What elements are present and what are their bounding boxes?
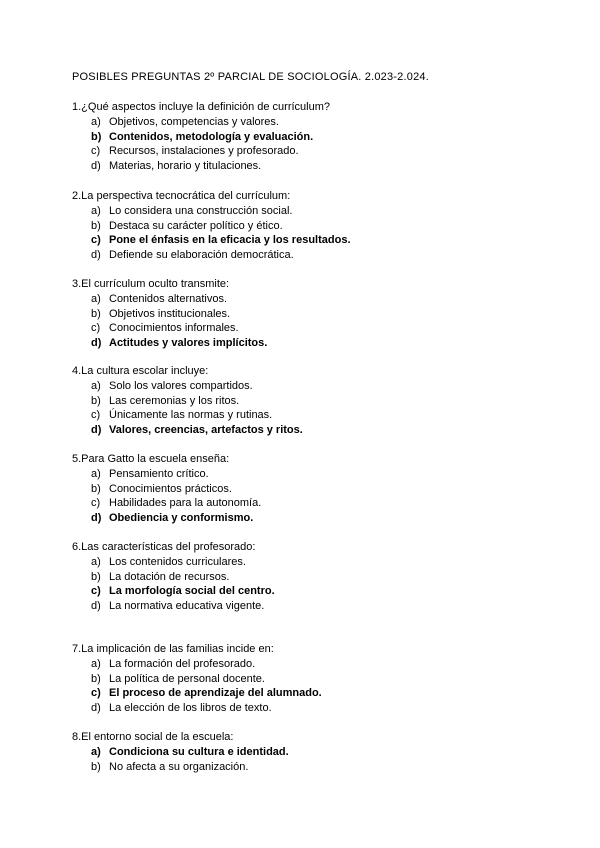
question-3 (72, 277, 542, 351)
question-text: 1.¿Qué aspectos incluye la definición de currículum? (72, 101, 331, 113)
option-a-correct (72, 745, 542, 760)
question-2 (72, 189, 542, 263)
option-letter: c) (91, 497, 101, 510)
option-a (72, 379, 542, 394)
option-text: Valores, creencias, artefactos y ritos. (109, 424, 303, 437)
option-a (72, 292, 542, 307)
option-a (72, 467, 542, 482)
question-7 (72, 642, 542, 716)
option-letter: a) (91, 204, 101, 217)
option-b (72, 219, 542, 234)
option-text: Los contenidos curriculares. (109, 555, 246, 568)
option-b (72, 570, 542, 585)
option-c (72, 144, 542, 159)
option-d (72, 248, 542, 263)
option-letter: b) (91, 394, 101, 407)
option-letter: b) (91, 219, 101, 232)
option-text: No afecta a su organización. (109, 760, 249, 773)
question-text: 8.El entorno social de la escuela: (72, 731, 234, 743)
question-6 (72, 540, 542, 614)
option-d-correct (72, 423, 542, 438)
option-b (72, 672, 542, 687)
option-letter: c) (91, 145, 101, 158)
option-letter: d) (91, 600, 101, 613)
option-c (72, 408, 542, 423)
option-letter: c) (91, 322, 101, 335)
option-text: La política de personal docente. (109, 672, 265, 685)
option-a (72, 115, 542, 130)
option-text: Condiciona su cultura e identidad. (109, 745, 289, 758)
option-letter: b) (91, 672, 101, 685)
option-letter: d) (91, 160, 101, 173)
option-text: La elección de los libros de texto. (109, 702, 272, 715)
option-b (72, 482, 542, 497)
option-letter: d) (91, 512, 102, 525)
option-a (72, 657, 542, 672)
option-text: La morfología social del centro. (109, 585, 275, 598)
option-text: Obediencia y conformismo. (109, 512, 254, 525)
option-text: Lo considera una construcción social. (109, 204, 293, 217)
question-8 (72, 730, 542, 774)
option-text: El proceso de aprendizaje del alumnado. (109, 687, 322, 700)
option-letter: b) (91, 570, 101, 583)
option-text: Objetivos, competencias y valores. (109, 115, 279, 128)
option-text: La formación del profesorado. (109, 657, 256, 670)
option-text: Solo los valores compartidos. (109, 379, 253, 392)
option-letter: a) (91, 115, 101, 128)
option-d (72, 599, 542, 614)
option-d-correct (72, 336, 542, 351)
option-letter: c) (91, 234, 101, 247)
document-title: POSIBLES PREGUNTAS 2º PARCIAL DE SOCIOLOGÍA. 2.023-2.024. (72, 71, 429, 83)
question-text: 7.La implicación de las familias incide en: (72, 643, 274, 655)
option-text: Únicamente las normas y rutinas. (109, 409, 273, 422)
option-letter: a) (91, 292, 101, 305)
option-c-correct (72, 584, 542, 599)
option-b (72, 307, 542, 322)
option-text: Conocimientos informales. (109, 322, 239, 335)
option-text: Las ceremonias y los ritos. (109, 394, 240, 407)
option-letter: c) (91, 409, 101, 422)
option-b-correct (72, 130, 542, 145)
option-text: Objetivos institucionales. (109, 307, 231, 320)
option-text: Pensamiento crítico. (109, 467, 209, 480)
option-text: Actitudes y valores implícitos. (109, 337, 268, 350)
option-letter: b) (91, 130, 102, 143)
option-letter: a) (91, 467, 101, 480)
option-letter: d) (91, 424, 102, 437)
option-d (72, 701, 542, 716)
option-a (72, 204, 542, 219)
question-5 (72, 452, 542, 526)
option-text: Destaca su carácter político y ético. (109, 219, 283, 232)
question-text: 6.Las características del profesorado: (72, 541, 256, 553)
option-letter: b) (91, 760, 101, 773)
option-letter: d) (91, 337, 102, 350)
question-text: 3.El currículum oculto transmite: (72, 278, 230, 290)
option-letter: a) (91, 379, 101, 392)
option-b (72, 394, 542, 409)
question-4 (72, 364, 542, 438)
option-text: Recursos, instalaciones y profesorado. (109, 145, 299, 158)
question-1 (72, 100, 542, 174)
option-text: La dotación de recursos. (109, 570, 230, 583)
option-text: Contenidos, metodología y evaluación. (109, 130, 314, 143)
option-letter: c) (91, 585, 101, 598)
option-letter: d) (91, 702, 101, 715)
question-text: 5.Para Gatto la escuela enseña: (72, 453, 230, 465)
option-text: La normativa educativa vigente. (109, 600, 265, 613)
option-letter: b) (91, 482, 101, 495)
option-b (72, 760, 542, 775)
option-text: Contenidos alternativos. (109, 292, 228, 305)
option-letter: d) (91, 249, 101, 262)
option-letter: b) (91, 307, 101, 320)
option-d-correct (72, 511, 542, 526)
option-c-correct (72, 686, 542, 701)
option-letter: c) (91, 687, 101, 700)
option-text: Conocimientos prácticos. (109, 482, 232, 495)
question-text: 4.La cultura escolar incluye: (72, 365, 209, 377)
option-letter: a) (91, 745, 101, 758)
option-letter: a) (91, 657, 101, 670)
option-c-correct (72, 233, 542, 248)
option-d (72, 159, 542, 174)
option-a (72, 555, 542, 570)
question-text: 2.La perspectiva tecnocrática del currículum: (72, 190, 291, 202)
option-c (72, 496, 542, 511)
option-text: Pone el énfasis en la eficacia y los resultados. (109, 234, 351, 247)
option-text: Habilidades para la autonomía. (109, 497, 262, 510)
option-c (72, 321, 542, 336)
option-text: Materias, horario y titulaciones. (109, 160, 262, 173)
option-text: Defiende su elaboración democrática. (109, 249, 294, 262)
option-letter: a) (91, 555, 101, 568)
